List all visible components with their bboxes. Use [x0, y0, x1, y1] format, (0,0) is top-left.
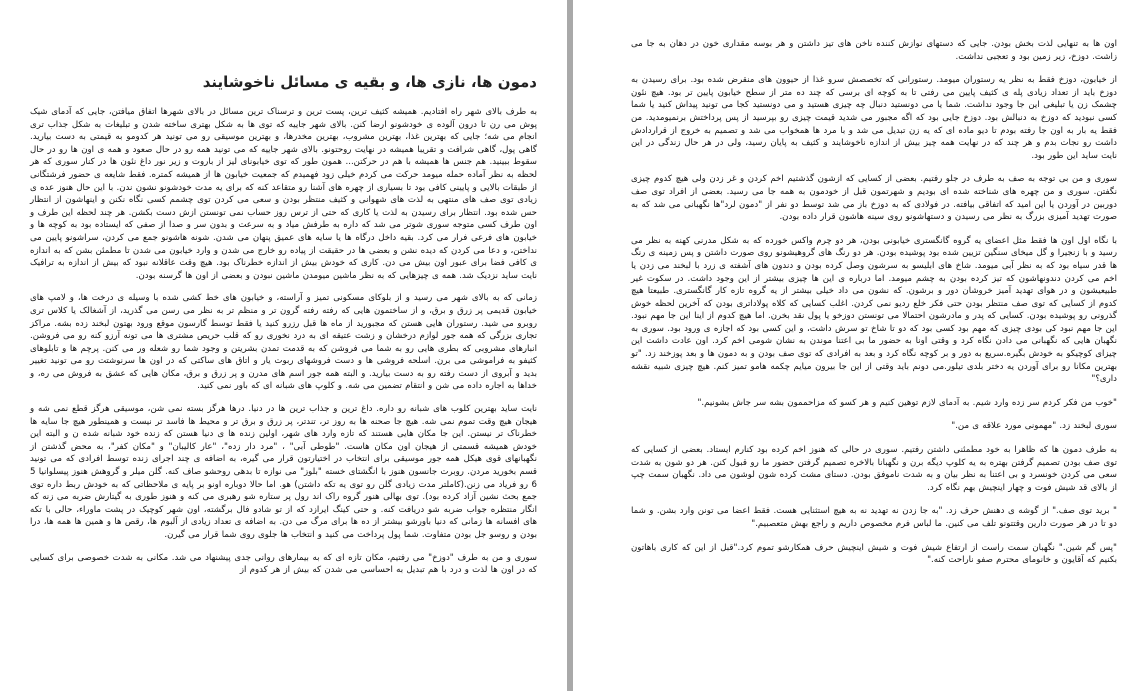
paragraph: با نگاه اول اون ها فقط مثل اعضای یه گروه گانگستری خیابونی بودن، هر دو چرم واکس خورده که به شکل مدرنی کهنه به نظر می رسید و با زنجیرا و گل میخای سنگین تزیین شده بود پوشیده بودن. هر دو رنگ های گروهیشونو روی صورت داشتن و پس زمینه ی رنگ ها قدر سیاه بود که به نظر آبی میومد. شاخ های ابلیسو به سرشون وصل کرده بودن و دندون های آشفته ی زرد با لبخند می زدن یا اخم می کردن دندونهاشون که تیز کرده بودن به چشم میومد. اما درباره ی این ها چیزی بیشتر از این وجود داشت. در سکوت غیر طبیعیشون و در هوای تهدید آمیز خروشان دور و برشون. که نشون می داد خیلی بیشتر از یه گروه تازه کار گانگستری. طبیعتا هیچ کدوم از کسایی که توی صف منتظر بودن حتی فکر خلع ردیو نمی کردن. اغلب کسایی که کلاه پولاداتری بودن که آخرین لحظه خوش گذرونی رو پوشیده بودن. کسایی که پدر و مادرشون احتمالا می تونستن دوزخو یا پول نقد بخرن. اما هیچ کدوم از اینا این جا مهم نبود. این جا مهم نبود کی بودی چیزی که مهم بود کسی بود که دو تا شاخ تو سرش داشت، و این کسی بود که اجازه ی ورود بود. سوری به نگهبان هایی که نگهبانی می دادن نگاه کرد و وقتی اونا به حضور ما بی اعتنا موندن به نشان شومی اخم کرد. اون عادت داشت این چیزای کوچیکو به خودش بگیره.سریع به دور و بر کوچه نگاه کرد و بعد به افرادی که توی صف بودن و به دمون ها و بعد پوزخند زد. "تو بهترین مکانا رو برای آوردن یه دختر بلدی تیلور.می دونم باید وقتی از این جا بیرون میایم چکمه هامو تمیز کنم. هیچ چیزی شبیه نقشه داری؟" [631, 235, 1117, 385]
chapter-title: دمون ها، نازی ها، و بقیه ی مسائل ناخوشایند [202, 73, 537, 91]
paragraph: از خیابون، دوزخ فقط به نظر یه رستوران میومد. رستورانی که تخصصش سرو غذا از حیوون های منقرض شده بود. برای رسیدن به دوزخ باید از تعداد زیادی پله ی کثیف پایین می رفتی تا به کوچه ای برسی که چند ده متر از سطح خیابون پایین تر بود. هیچ نئون چشمک زن یا تبلیغی این جا وجود نداشت. شما یا می دونستید دنبال چه چیزی هستید و می دونستید کجا می تونید پیداش کنید یا شما کسی نبودید که دوزخ به دنبالش بود. دوزخ جایی بود که اگه مجبور می شدید قیمت چیزی رو بپرسید از پس پرداختش برنمیومدید. من فقط یه بار به اون جا رفته بودم تا دیو ماده ای که یه زن تبدیل می شد و با مرد ها همخواب می شد و تصمیم به خروج از قراردادش داشت رو نجات بدم و هر چند که در نهایت همه چیز بیش از اندازه ناخوشایند و کثیف به پایان رسید، ولی در هر حال زندگی در این نایت ساید این طور بود. [631, 75, 1117, 161]
paragraph: " برید توی صف." از گوشه ی دهنش حرف زد. "به جا زدن نه تهدید نه به هیچ استثنایی هست. فقط اعضا می تونن وارد بشن. و شما دو تا در هر صورت دارین وقتتونو تلف می کنین. ما لباس فرم مخصوص داریم و راجع بهش متعصبیم." [631, 506, 1117, 529]
paragraph: به طرف دمون ها که ظاهرا به خود مطمئنی داشتن رفتیم. سوری در حالی که هنوز اخم کرده بود کنارم ایستاد. بعضی از کسایی که توی صف بودن تصمیم گرفتن بهتره به یه کلوپ دیگه برن و نگهبانا بالاخره تصمیم گرفتن حضور ما رو قبول کنن. هر دو شون به شدت سعی می کردن خونسرد و بی اعتنا به نظر بیان و به شدت ناموفق بودن. دستای مشت کرده شون لوشون می داد. نگهبان سمت چپ از بالای قد شیش فوت و چهار اینچیش بهم نگاه کرد. [631, 445, 1117, 493]
paragraph: "خوب من فکر کردم سر زده وارد شیم. به آدمای لازم توهین کنیم و هر کسو که مزاحممون بشه سر جاش بشونیم." [697, 397, 1117, 408]
paragraph: زمانی که به بالای شهر می رسید و از بلوکای مسکونی تمیز و آراسته، و خیابون های خط کشی شده با وسیله ی درخت ها، و لامپ های خیابون قدیمی پر زرق و برق، و از ساختمون هایی که رفته رفته گرون تر و منظم تر به نظر می رسن می گذرید، از آشغالک یا کلاس تری روبرو می شید. رستوران هایی هستن که مجبورید از ماه ها قبل رزرو کنید یا فقط توسط گارسون موقع ورود بهتون لبخند زده بشه. مراکز تجاری بزرگی که همه جور لوازم درخشان و زشت عتیقه ای به درد نخوری رو که قلب حریص مشتری ها می تونه آرزو کنه رو می فروشن. انبارهای مشروبی که بطری هایی رو به شما می فروشن که به قدمت تمدن بشریتن و وجود شما رو شعله ور می کنن. پرچم ها و تابلوهای کثیفو به فراموشی می برن. اسلحه فروشی ها و دست فروشهای ربوت یار و اتاق های ساکتی که در اون ها سرنوشتت رو می تونید تغییر بدید و آبروی از دست رفته رو به دست بیارید. و البته همه جور اسم های مدرن و پر زرق و برق، مکان هایی که عشق به فروش می ره، و خداها به اجاره داده می شن و انتقام تضمین می شه. و کلوپ های شبانه ای که باور نمی کنید. [30, 293, 537, 392]
left-page [0, 0, 567, 691]
paragraph: "پس گم شین." نگهبان سمت راست از ارتفاع شیش فوت و شیش اینچیش حرف همکارشو تموم کرد."قبل از این که کاری باهاتون بکنیم که آقایون و خانومای محترم صفو ناراحت کنه." [631, 542, 1117, 566]
paragraph: نایت ساید بهترین کلوب های شبانه رو داره. داغ ترین و جذاب ترین ها در دنیا. درها هرگز بسته نمی شن، موسیقی هرگز قطع نمی شه و هیجان هیچ وقت تموم نمی شه. هیچ جا صحنه ها به روز تر، تندتر، پر زرق و برق تر و محیط ها فاسد تر نیست و همینطور هیچ جا سایه ها خطرناک تر نیستن. این جا مکان هایی هستند که تازه وارد های شهر، اولین زنده ها ی دنیا هستن که زنده خود شبانه شده ن و البته این خودش همیشه قسمتی از هیجان اون مکان هاست. "طوطی آبی" ، "مرد دار زده"، "عار کالیبان" و "مکان کفر"، به محض گذشتن از نگهبانهای قوی هیکل همه جور موسیقی برای انتخاب در اختیارتون قرار می گیره، به اضافه ی چند اجرای زنده توسط افرادی که می تونید قسم بخورید مردن. روبرت جانسون هنوز با انگشتای خسته "بلوز" می نوازه تا بدهی روحشو صاف کنه. گلن میلر و گروهش هنوز پیسلوانیا 5 6 رو فریاد می زنن.(کاملتر مدت زیادی گلن رو توی یه تکه داشتن) هو. اما حالا دوباره اونو بر پایه ی ملاحظاتی که به خودش ربط داره توی جمع بحث نشین آزاد کرده بود). توی بهالی هنور گروه راک اند رول پر ستاره شو رهبری می کنه و هنوز طوری به گیتارش ضربه می زنه که انگار منتظره جواب ضربه شو دریافت کنه. و حتی کینگ ایرازد که از تو شادو فال برگشته، اون شهر کوچیک در پشت ماوراء، حالی با تکه های افسانه ها زمانی که دنیا باورشو بیشتر از ده ها برای مرگ می دن. به اضافه ی تعداد زیادی از آلبوم ها، رقص ها و همین ها همه ها، درا بودن و روسو جل بودن متفاوت. شما پول پرداخت می کنید و انتخاب ها جلوی روی شما قرار می گیرن. [30, 404, 537, 540]
paragraph: به طرف بالای شهر راه افتادیم. همیشه کثیف ترین، پست ترین و ترسناک ترین مسائل در بالای شهرها اتفاق میافتن، جایی که آدمای شیک پوش می رن تا درون آلوده ی خودشونو ارضا کنن. بالای شهر جاییه که توی ها به شکل بهتری ساخته شدن و تبلیغات به شکل جذاب تری انجام می شه؛ جایی که بهترین غذا، بهترین مشروب، بهترین مخدرها، و بهترین موسیقی رو می تونید هر کدومو به قیمتی به دست بیارید. گاهی پول، گاهی شرافت و تقریبا همیشه در نهایت روحتونو. بالای شهر جاییه که می تونید همه رو در حال صعود و همه ی اون ها رو در حال سقوط ببینید. هم جنس ها همیشه با هم در حرکتن... همون طور که توی خیابونای لیز از باروت و زیر نور داغ نئون ها در کنار سوری که هر لحظه به نظر آماده حمله میومد حرکت می کردم خیلی زود فهمیدم که جمعیت خیابون ها از همیشه کمتره. فقط شایعه ی حضور فرشتگانی از طبقات بالایی و پایینی کافی بود تا بسیاری از چهره های آشنا رو متقاعد کنه که برای یه مدت خودشونو نشون ندن. با این حال هنوز عده ی زیادی توی صف های منتهی به لذت های شهوانی و کثیف منتظر بودن و سعی می کردن توی چشمم کسی نگاه نکنن و اینهاشون از انتظار حس شده بود. انتظار برای رسیدن به لذت یا کاری که حتی از ترس روز حساب نمی تونستن ازش دست بکشن. هر چند لحظه این طرف و اون طرف کسی متوجه سوری شوتر می شد که داره به طرفش میاد و به سرعت و بدون سر و صدا از صفی که ایستاده بود به کوچه ها و خیابون های فرعی فرار می کرد. بقیه داخل درگاه ها یا سایه های عمیق پنهان می شدن. شونه هاشونو جمع می کردن، سراشونو پایین می نداختن، و دعا می کردن که دیده نشن و بعضی ها در حقیقت از پیاده رو خارج می شدن و وارد خیابون می شدن تا مطمئن بشن که به اندازه ی کافی فضا برای عبور اون بیش می دن. کاری که خودش بیش از اندازه خطرناک بود. هیچ وقت عاقلانه نبود که بیش از اندازه به ترافیک نایت ساید نزدیک شد. همه ی چیزهایی که به نظر ماشین میومدن ماشین نبودن و بعضی از اون ها گرسنه بودن. [30, 107, 537, 281]
right-page [573, 0, 1147, 691]
paragraph: سوری و من بی توجه به صف به طرف در جلو رفتیم. بعضی از کسایی که ازشون گذشتیم اخم کردن و غر زدن ولی هیچ کدوم چیزی نگفتن. سوری و من چهره های شناخته شده ای بودیم و شهرتمون قبل از خودمون به همه جا می رسید. بعضی از افراد توی صف دوربین در آوردن یا این امید که اتفاقی بیافته. در فولادی که به دوزخ باز می شد توسط دو نفر از "دمون لرد"ها نگهبانی می شد که به صورت تهدید آمیزی بزرگ به نظر می رسیدن و دستهاشونو روی سینه هاشون قرار داده بودن. [631, 174, 1117, 223]
paragraph: سوری لبخند زد. "مهمونی مورد علاقه ی من." [951, 421, 1117, 432]
paragraph: سوری و من به طرف "دوزخ" می رفتیم، مکان تازه ای که به بیمارهای روانی جدی پیشنهاد می شد. مکانی به شدت خصوصی برای کسایی که در اون ها لذت و درد با هم تبدیل به احساسی می شدن که بیش از هر کدوم از [30, 552, 537, 576]
paragraph: اون ها به تنهایی لذت بخش بودن. جایی که دستهای نوازش کننده ناخن های تیز داشتن و هر بوسه مقداری خون در دهان به جا می زاشت. دوزخ، زیر زمین بود و تعجبی نداشت. [631, 39, 1117, 62]
